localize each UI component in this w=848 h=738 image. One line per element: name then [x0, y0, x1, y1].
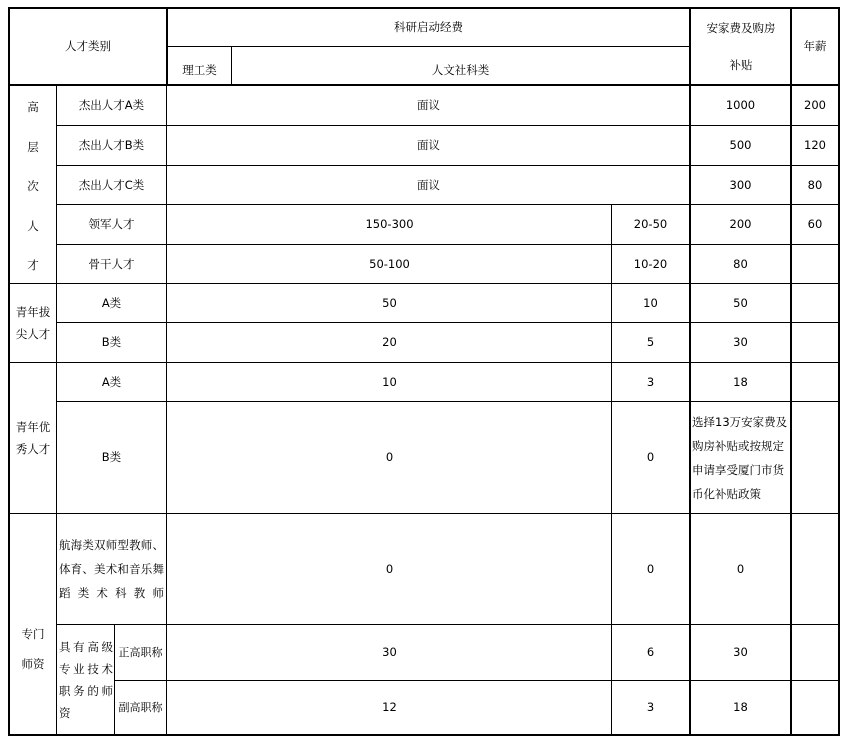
housing-value: 500 — [729, 138, 752, 152]
funds-science: 150-300 — [365, 217, 414, 231]
row-label: 副高职称 — [118, 701, 163, 714]
funds-humanities: 10-20 — [633, 256, 668, 271]
housing-value: 18 — [733, 700, 748, 714]
salary-value: 80 — [807, 177, 823, 192]
row-label: 杰出人才C类 — [78, 177, 145, 192]
funds-humanities: 0 — [646, 450, 655, 464]
senior-group-label: 具有高级专业技术职务的师资 — [59, 639, 113, 720]
funds-humanities: 6 — [646, 645, 655, 659]
funds-humanities: 20-50 — [633, 217, 668, 231]
header-science-eng: 理工类 — [182, 63, 217, 77]
group-high-level-char: 才 — [27, 258, 39, 272]
group-high-level — [10, 86, 56, 283]
funds-humanities: 3 — [646, 374, 655, 389]
funds-science: 20 — [382, 335, 397, 349]
funds-humanities: 10 — [643, 295, 658, 310]
row-label: 杰出人才B类 — [78, 138, 145, 152]
row-label: 杰出人才A类 — [78, 98, 145, 112]
group-youth-top: 青年拔尖人才 — [15, 305, 51, 341]
header-humanities: 人文社科类 — [431, 63, 490, 77]
salary-value: 60 — [807, 217, 823, 231]
group-youth-excellent: 青年优秀人才 — [15, 420, 51, 456]
housing-value: 30 — [733, 335, 748, 349]
row-label: B类 — [101, 450, 122, 464]
funds-science: 50-100 — [369, 256, 410, 271]
funds-humanities: 3 — [646, 700, 655, 714]
group-high-level-char: 次 — [27, 179, 39, 193]
funds-science: 10 — [382, 374, 397, 389]
header-housing: 安家费及购房补贴 — [706, 20, 776, 72]
funds-science: 0 — [385, 561, 394, 576]
group-high-level-char: 高 — [27, 100, 39, 114]
salary-value: 120 — [804, 138, 826, 152]
funds-science: 30 — [382, 645, 397, 659]
housing-value: 80 — [733, 256, 748, 271]
group-special: 专门师资 — [21, 627, 45, 671]
row-label: A类 — [101, 374, 122, 389]
header-category: 人才类别 — [65, 39, 111, 53]
row-label: 正高职称 — [118, 646, 163, 659]
header-research-funds: 科研启动经费 — [394, 20, 463, 34]
row-label: B类 — [101, 335, 122, 349]
funds-negotiable: 面议 — [417, 177, 440, 192]
row-label: 领军人才 — [88, 217, 135, 231]
housing-value: 18 — [733, 374, 748, 389]
salary-value: 200 — [804, 98, 826, 112]
housing-value: 200 — [729, 217, 752, 231]
row-label: A类 — [101, 295, 122, 310]
row-label: 骨干人才 — [88, 256, 135, 271]
group-high-level-char: 层 — [27, 139, 39, 154]
housing-value: 1000 — [725, 98, 756, 112]
funds-humanities: 5 — [646, 335, 655, 349]
housing-value: 50 — [733, 295, 748, 310]
funds-science: 50 — [382, 295, 397, 310]
housing-policy-note: 选择13万安家费及购房补贴或按规定申请享受厦门市货币化补贴政策 — [692, 414, 788, 501]
funds-negotiable: 面议 — [417, 138, 440, 152]
housing-value: 300 — [729, 177, 752, 192]
funds-science: 12 — [382, 700, 397, 714]
housing-value: 30 — [733, 645, 748, 659]
funds-negotiable: 面议 — [417, 98, 440, 112]
header-salary: 年薪 — [803, 39, 827, 53]
funds-science: 0 — [385, 450, 394, 464]
group-high-level-char: 人 — [27, 218, 39, 233]
funds-humanities: 0 — [646, 561, 655, 576]
row-label: 航海类双师型教师、体育、美术和音乐舞蹈类术科教师 — [59, 538, 164, 600]
housing-value: 0 — [736, 561, 745, 576]
